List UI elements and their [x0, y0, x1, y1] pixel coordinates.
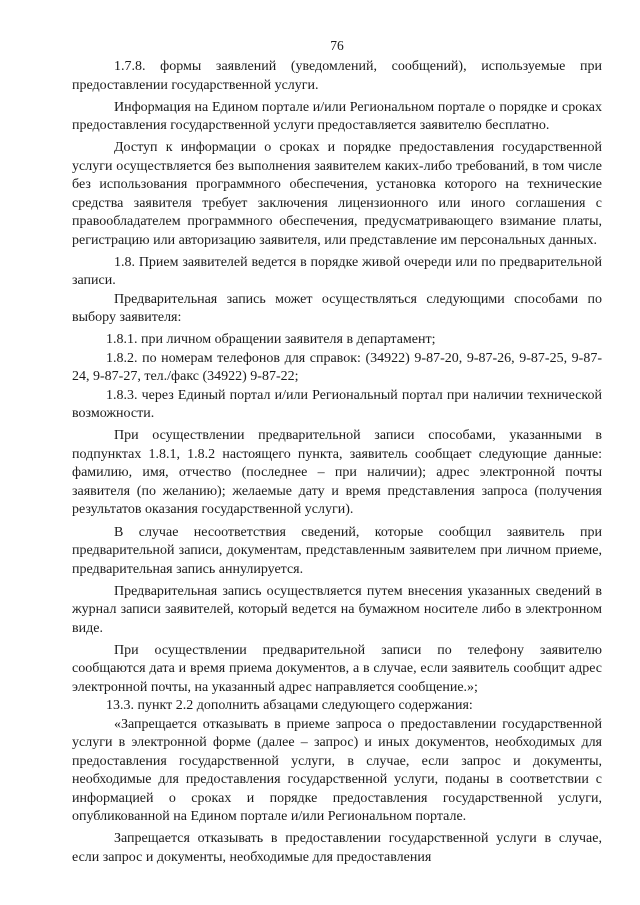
paragraph: Запрещается отказывать в предоставлении государственной услуги в случае, если запрос и документы, необходимые для предоставления	[72, 831, 602, 865]
page-number: 76	[330, 38, 344, 53]
paragraph: В случае несоответствия сведений, которые сообщил заявитель при предварительной записи, документам, представленным заявителем при личном приеме, предварительная запись аннулируется.	[72, 524, 602, 577]
paragraph: 1.7.8. формы заявлений (уведомлений, сообщений), используемые при предоставлении государственной услуги.	[72, 59, 602, 93]
document-body	[72, 58, 602, 871]
paragraph: «Запрещается отказывать в приеме запроса о предоставлении государственной услуги в электронной форме (далее – запрос) и иных документов, необходимых для предоставления государственной услуги, в случае, если запрос и документы, необходимые для предоставления государственной услуги, поданы в соответствии с информацией о сроках и порядке предоставления государственной услуги, опубликованной на Едином портале и/или Региональном портале.	[72, 716, 602, 825]
paragraph: 1.8.3. через Единый портал и/или Региональный портал при наличии технической возможности.	[72, 387, 602, 422]
paragraph: 1.8. Прием заявителей ведется в порядке живой очереди или по предварительной записи.	[72, 254, 602, 289]
paragraph: Информация на Едином портале и/или Региональном портале о порядке и сроках предоставления государственной услуги предоставляется заявителю бесплатно.	[72, 99, 602, 134]
paragraph: 13.3. пункт 2.2 дополнить абзацами следующего содержания:	[106, 698, 473, 714]
paragraph: Предварительная запись может осуществляться следующими способами по выбору заявителя:	[72, 291, 602, 326]
paragraph: 1.8.1. при личном обращении заявителя в департамент;	[106, 332, 436, 348]
paragraph: Предварительная запись осуществляется путем внесения указанных сведений в журнал записи заявителей, который ведется на бумажном носителе либо в электронном виде.	[72, 583, 602, 636]
paragraph: Доступ к информации о сроках и порядке предоставления государственной услуги осуществляется без выполнения заявителем каких-либо требований, в том числе без использования программного обеспечения, установка которого на технические средства заявителя требует заключения лицензионного или иного соглашения с правообладателем программного обеспечения, предусматривающего взимание платы, регистрацию или авторизацию заявителя, или представление им персональных данных.	[72, 140, 602, 248]
paragraph: При осуществлении предварительной записи способами, указанными в подпунктах 1.8.1, 1.8.2 настоящего пункта, заявитель сообщает следующие данные: фамилию, имя, отчество (последнее – при наличии); адрес электронной почты заявителя (по желанию); желаемые дату и время представления запроса (получения результатов оказания государственной услуги).	[72, 428, 602, 518]
paragraph: 1.8.2. по номерам телефонов для справок: (34922) 9-87-20, 9-87-26, 9-87-25, 9-87-24, 9-87-27, тел./факс (34922) 9-87-22;	[72, 350, 602, 385]
paragraph: При осуществлении предварительной записи по телефону заявителю сообщаются дата и время приема документов, а в случае, если заявитель сообщит адрес электронной почты, на указанный адрес направляется сообщение.»;	[72, 642, 602, 695]
